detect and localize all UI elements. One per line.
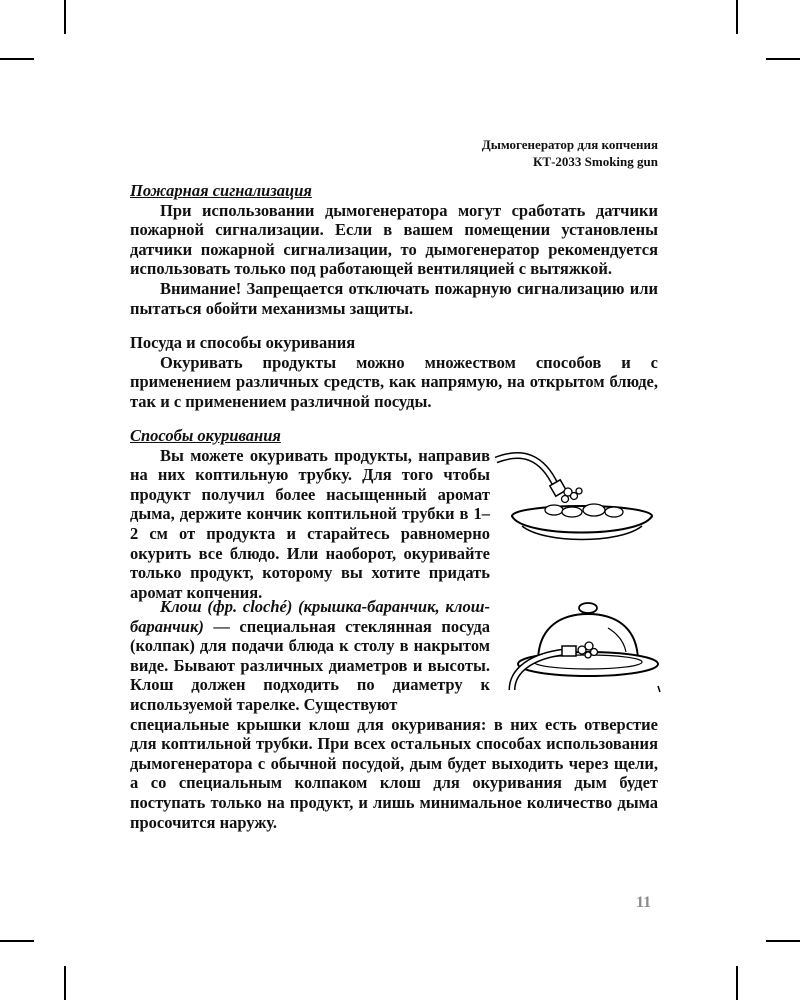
cloche-term: Клош (фр. cloché) (крышка-баранчик, клош-баранчик) (130, 597, 490, 636)
paragraph: Вы можете окуривать продукты, направив на них коптильную трубку. Для того чтобы продукт получил более насыщенный аромат дыма, держите кончик коптильной трубки в 1–2 см от продукта и старайтесь равномерно окурить все блюдо. Или наоборот, окуривайте только продукт, которому вы хотите придать аромат копчения. (130, 445, 490, 602)
crop-mark (0, 940, 34, 942)
page-number: 11 (636, 894, 652, 911)
crop-mark (766, 58, 800, 60)
warning-text: Запрещается отключать пожарную сигнализацию или пытаться обойти механизмы защиты. (130, 278, 658, 318)
paragraph (130, 597, 490, 715)
cloche-illustration (502, 600, 662, 700)
paragraph: специальные крышки клош для окуривания: в них есть отверстие для коптильной трубки. При всех остальных способах использования дымогенератора с обычной посудой, дым будет выходить через щели, а со специальным колпаком клош для окуривания дым будет поступать только на продукт, и лишь минимальное количество дыма просочится наружу. (130, 714, 658, 832)
section-title: Способы окуривания (130, 426, 281, 445)
section-title: Посуда и способы окуривания (130, 333, 356, 352)
crop-mark (64, 0, 66, 34)
warning-paragraph (130, 279, 658, 318)
section-title: Пожарная сигнализация (130, 181, 312, 200)
paragraph: При использовании дымогенератора могут сработать датчики пожарной сигнализации. Если в вашем помещении установлены датчики пожарной сигнализации, то дымогенератор рекомендуется использовать только под работающей вентиляцией с вытяжкой. (130, 200, 658, 279)
section-dishes (130, 333, 658, 411)
section-fire-alarm (130, 181, 658, 318)
header-model: КТ-2033 Smoking gun (532, 154, 658, 169)
crop-mark (736, 0, 738, 34)
crop-mark (736, 966, 738, 1000)
cloche-text: — специальная стеклянная посуда (колпак) для подачи блюда к столу в накрытом виде. Бывают различных диаметров и высоты. Клош должен подходить по диаметру к используемой тарелке. Существуют (130, 616, 490, 714)
header-title: Дымогенератор для копчения (481, 137, 658, 152)
running-header (482, 136, 658, 170)
open-dish-illustration (494, 446, 664, 556)
crop-mark (0, 58, 34, 60)
paragraph: Окуривать продукты можно множеством способов и с применением различных средств, как напрямую, на открытом блюде, так и с применением различной посуды. (130, 352, 658, 411)
warning-label: Внимание! (160, 278, 242, 298)
crop-mark (766, 940, 800, 942)
crop-mark (64, 966, 66, 1000)
